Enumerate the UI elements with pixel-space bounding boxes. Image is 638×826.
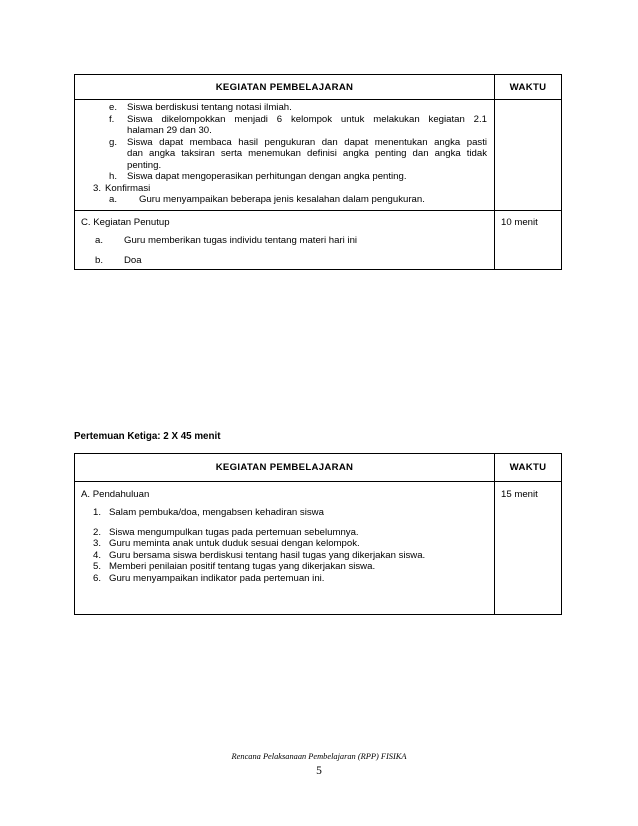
item-text: Memberi penilaian positif tentang tugas yang dikerjakan siswa. <box>109 561 376 572</box>
pendahuluan-time-cell <box>495 482 562 615</box>
list-item-h <box>109 171 488 183</box>
pendahuluan-content-cell <box>75 482 495 615</box>
konfirmasi-item-a <box>75 194 494 206</box>
table-header-row <box>75 454 562 482</box>
penutup-time: 10 menit <box>501 217 538 228</box>
item-label: 2. <box>93 526 102 538</box>
list-item-f-cont: halaman 29 dan 30. <box>127 125 212 136</box>
pendahuluan-item-6 <box>93 573 488 585</box>
konfirmasi-heading <box>75 183 494 195</box>
pendahuluan-time: 15 menit <box>501 489 538 500</box>
table-row-pendahuluan <box>75 482 562 615</box>
item-label: h. <box>109 171 118 182</box>
item-text: Siswa berdiskusi tentang notasi ilmiah. <box>127 102 292 113</box>
list-item-g-cont1 <box>109 148 488 160</box>
item-text: Siswa dikelompokkan menjadi 6 kelompok untuk melakukan kegiatan 2.1 <box>127 113 487 125</box>
header-kegiatan: KEGIATAN PEMBELAJARAN <box>75 454 495 482</box>
penutup-time-cell <box>495 211 562 270</box>
item-label: 4. <box>93 549 102 561</box>
list-item-g-cont2: penting. <box>127 159 162 171</box>
header-waktu: WAKTU <box>495 75 562 100</box>
item-text: Guru memberikan tugas individu tentang materi hari ini <box>124 235 358 246</box>
item-label: 1. <box>93 507 102 518</box>
item-text: Siswa dapat membaca hasil pengukuran dan dapat menentukan angka pasti <box>127 136 487 148</box>
penutup-title: C. Kegiatan Penutup <box>81 217 170 228</box>
pendahuluan-list <box>75 519 494 585</box>
item-text: Guru menyampaikan indikator pada pertemuan ini. <box>109 572 325 584</box>
konfirmasi-text: Konfirmasi <box>105 182 151 194</box>
item-label: 5. <box>93 561 102 572</box>
list-item-g <box>109 137 488 149</box>
item-label: 3. <box>93 538 102 549</box>
list-item-f <box>109 114 488 126</box>
kegiatan-table-1 <box>74 74 562 270</box>
item-label: a. <box>95 235 104 246</box>
penutup-item-b <box>75 247 494 267</box>
penutup-item-a <box>75 228 494 247</box>
pendahuluan-title: A. Pendahuluan <box>81 489 150 500</box>
pendahuluan-item-3 <box>93 538 488 550</box>
item-label: e. <box>109 102 118 113</box>
item-text: Doa <box>124 254 142 266</box>
penutup-content-cell <box>75 211 495 270</box>
konfirmasi-label: 3. <box>93 182 102 194</box>
item-text: Siswa dapat mengoperasikan perhitungan dengan angka penting. <box>127 171 407 182</box>
item-text: Salam pembuka/doa, mengabsen kehadiran siswa <box>109 507 324 518</box>
section-title: Pertemuan Ketiga: 2 X 45 menit <box>74 431 221 442</box>
item-label: f. <box>109 113 115 125</box>
item-label: b. <box>95 254 104 266</box>
header-waktu: WAKTU <box>495 454 562 482</box>
item-label: a. <box>109 194 118 205</box>
inti-time-cell <box>495 100 562 211</box>
item-text: Guru bersama siswa berdiskusi tentang hasil tugas yang dikerjakan siswa. <box>109 549 426 561</box>
list-item-e <box>109 102 488 114</box>
item-label: 6. <box>93 572 102 584</box>
pendahuluan-item-2 <box>93 527 488 539</box>
table-header-row <box>75 75 562 100</box>
item-text: Guru menyampaikan beberapa jenis kesalahan dalam pengukuran. <box>139 194 425 205</box>
kegiatan-table-2 <box>74 453 562 615</box>
table-row-penutup <box>75 211 562 270</box>
pendahuluan-item-4 <box>93 550 488 562</box>
inti-content-cell <box>75 100 495 211</box>
item-text: dan angka taksiran serta menemukan definisi angka penting dan angka tidak <box>127 148 487 159</box>
header-kegiatan: KEGIATAN PEMBELAJARAN <box>75 75 495 100</box>
item-text: Siswa mengumpulkan tugas pada pertemuan sebelumnya. <box>109 526 359 538</box>
page-number: 5 <box>316 765 322 777</box>
item-label: g. <box>109 136 118 148</box>
pendahuluan-item-5 <box>93 561 488 573</box>
table-row-inti <box>75 100 562 211</box>
footer-text: Rencana Pelaksanaan Pembelajaran (RPP) FISIKA <box>231 752 407 761</box>
item-text: Guru meminta anak untuk duduk sesuai dengan kelompok. <box>109 538 360 549</box>
pendahuluan-item-1 <box>75 500 494 519</box>
